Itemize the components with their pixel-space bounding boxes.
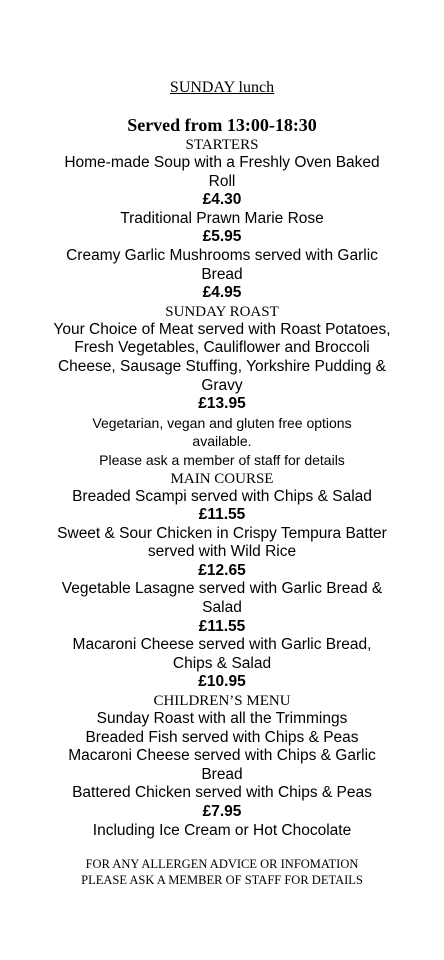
allergen-footer-line-2: PLEASE ASK A MEMBER OF STAFF FOR DETAILS [81, 873, 363, 887]
main-price-lasagne: £11.55 [198, 617, 246, 635]
childrens-menu-includes: Including Ice Cream or Hot Chocolate [92, 821, 352, 839]
sunday-roast-description: Your Choice of Meat served with Roast Potatoes, Fresh Vegetables, Cauliflower and Broccoli Cheese, Sausage Stuffing, Yorkshire Pudding & Gravy [53, 320, 391, 394]
children-item-macaroni: Macaroni Cheese served with Chips & Garlic Bread [68, 747, 376, 783]
starter-price-soup: £4.30 [202, 191, 242, 209]
childrens-menu-price: £7.95 [202, 803, 242, 820]
children-item-fish: Breaded Fish served with Chips & Peas [85, 728, 359, 746]
sunday-roast-heading: SUNDAY ROAST [165, 303, 279, 320]
main-item-sweet-sour-chicken: Sweet & Sour Chicken in Crispy Tempura Batter served with Wild Rice [57, 524, 387, 561]
menu [0, 78, 444, 840]
starter-item-mushrooms: Creamy Garlic Mushrooms served with Garlic Bread [66, 246, 378, 283]
starter-item-prawn: Traditional Prawn Marie Rose [120, 209, 324, 227]
staff-details-note: Please ask a member of staff for details [99, 451, 345, 468]
starters-heading: STARTERS [185, 137, 259, 153]
allergen-footer [0, 856, 444, 888]
menu-title: SUNDAY lunch [169, 79, 275, 96]
main-item-macaroni: Macaroni Cheese served with Garlic Bread, Chips & Salad [72, 636, 372, 672]
main-price-macaroni: £10.95 [198, 673, 246, 691]
main-item-scampi: Breaded Scampi served with Chips & Salad [72, 487, 372, 505]
sunday-roast-price: £13.95 [198, 395, 246, 413]
childrens-menu-heading: CHILDREN’S MENU [153, 693, 291, 710]
starter-price-mushrooms: £4.95 [202, 284, 242, 302]
starter-item-soup: Home-made Soup with a Freshly Oven Baked Roll [64, 154, 380, 190]
children-item-roast: Sunday Roast with all the Trimmings [96, 710, 348, 728]
dietary-options-note: Vegetarian, vegan and gluten free options available. [92, 414, 352, 450]
children-item-chicken: Battered Chicken served with Chips & Peas [72, 784, 372, 802]
starter-price-prawn: £5.95 [202, 228, 242, 246]
main-price-sweet-sour-chicken: £12.65 [198, 561, 246, 579]
allergen-footer-line-1: FOR ANY ALLERGEN ADVICE OR INFOMATION [85, 857, 359, 871]
main-price-scampi: £11.55 [198, 506, 246, 524]
serving-times: Served from 13:00-18:30 [127, 115, 317, 135]
main-item-lasagne: Vegetable Lasagne served with Garlic Bread & Salad [61, 580, 383, 617]
main-course-heading: MAIN COURSE [170, 470, 274, 487]
